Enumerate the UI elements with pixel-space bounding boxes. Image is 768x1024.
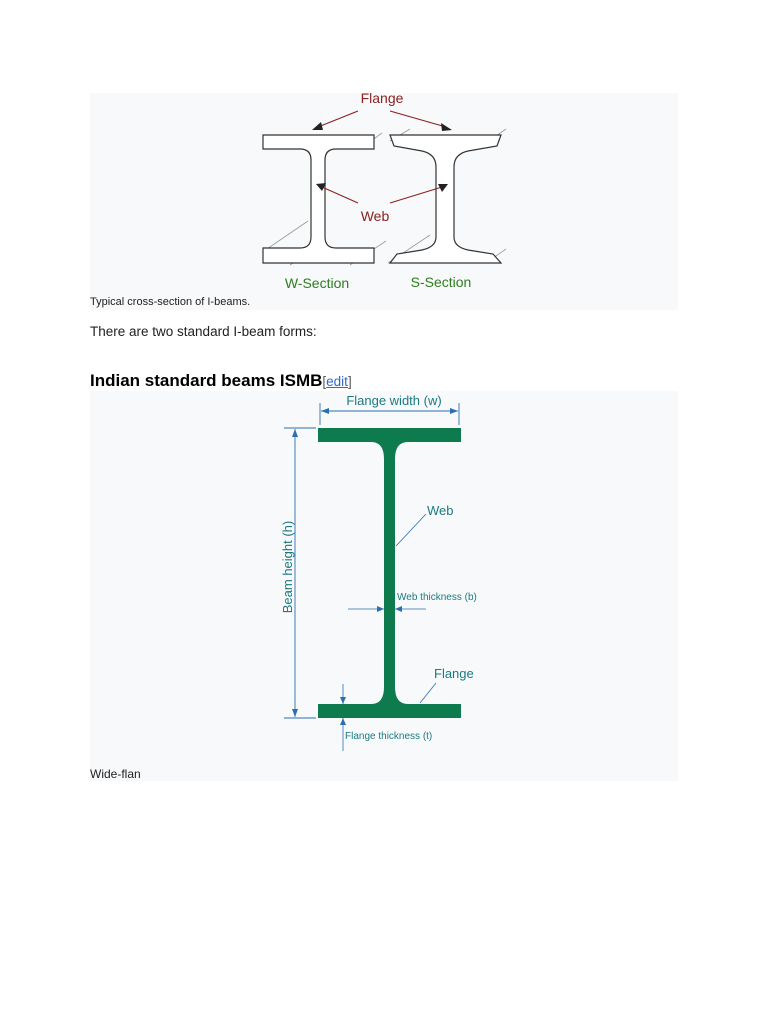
w-section-label: W-Section (284, 275, 350, 291)
flange-leader-line (420, 683, 436, 703)
section-heading (90, 371, 352, 391)
web-label: Web (360, 208, 390, 224)
edit-bracket-open: [ (322, 374, 327, 389)
s-section-label: S-Section (410, 274, 472, 290)
beam-dimensions-diagram (90, 391, 678, 781)
edit-bracket-close: ] (347, 374, 352, 389)
edit-section-link[interactable]: edit (326, 374, 348, 389)
i-beam-sections-figure (90, 93, 678, 310)
flange-label: Flange (434, 666, 474, 681)
web-leader-line (396, 514, 426, 546)
w-section-shape (263, 135, 374, 263)
i-beam-sections-diagram (90, 93, 678, 310)
arrow-heads (312, 122, 452, 192)
section-heading-text: Indian standard beams ISMB (90, 371, 323, 390)
web-label: Web (427, 503, 454, 518)
edit-section-wrapper (322, 374, 351, 389)
flange-width-label: Flange width (w) (346, 393, 442, 408)
figure-caption-2: Wide-flan (90, 767, 141, 781)
annotation-arrows (318, 111, 446, 203)
intro-paragraph: There are two standard I-beam forms: (90, 324, 317, 339)
flange-thickness-label: Flange thickness (t) (345, 731, 433, 742)
flange-label: Flange (360, 93, 404, 106)
figure-caption: Typical cross-section of I-beams. (90, 296, 251, 308)
beam-dimensions-figure (90, 391, 678, 781)
web-thickness-label: Web thickness (b) (397, 592, 477, 603)
s-section-shape (390, 135, 501, 263)
beam-height-label: Beam height (h) (280, 520, 295, 614)
